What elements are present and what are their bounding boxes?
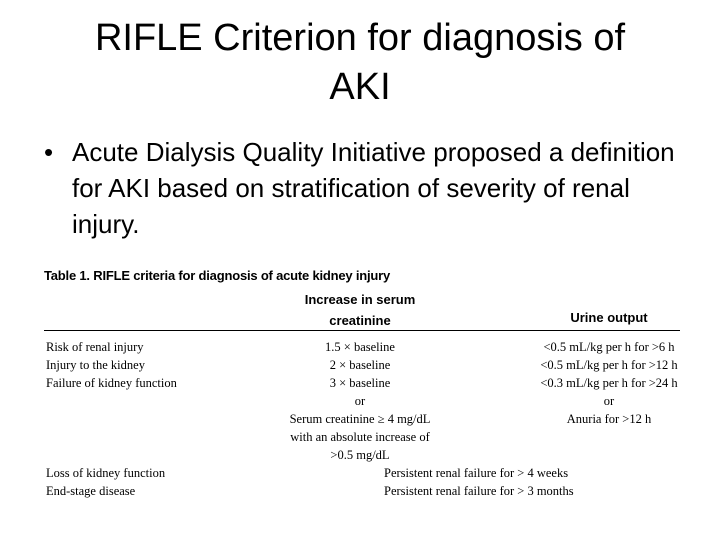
- urine-injury: <0.5 mL/kg per h for >12 h: [540, 358, 678, 372]
- creatinine-injury: 2 × baseline: [329, 358, 391, 372]
- urine-risk: <0.5 mL/kg per h for >6 h: [543, 340, 675, 354]
- criterion-risk: Risk of renal injury: [46, 340, 144, 354]
- header-creatinine: [280, 289, 440, 331]
- table-caption: Table 1. RIFLE criteria for diagnosis of acute kidney injury: [44, 268, 391, 283]
- creatinine-failure: 3 × baseline: [329, 376, 391, 390]
- creatinine-or: or: [354, 394, 366, 408]
- urine-anuria: Anuria for >12 h: [566, 412, 652, 426]
- slide-title-line-2: AKI: [329, 66, 391, 108]
- loss-value: Persistent renal failure for > 4 weeks: [384, 466, 569, 480]
- header-urine-output: Urine output: [570, 310, 648, 325]
- header-creatinine-line-1: Increase in serum: [304, 292, 416, 307]
- criterion-injury: Injury to the kidney: [46, 358, 145, 372]
- creatinine-threshold-line-1: Serum creatinine ≥ 4 mg/dL: [289, 412, 431, 426]
- bullet-item: [44, 134, 694, 242]
- urine-failure: <0.3 mL/kg per h for >24 h: [540, 376, 678, 390]
- creatinine-risk: 1.5 × baseline: [325, 340, 395, 354]
- header-rule: [44, 330, 680, 331]
- slide-title-line-1: RIFLE Criterion for diagnosis of: [94, 17, 626, 59]
- creatinine-threshold-line-2: with an absolute increase of: [290, 430, 430, 444]
- criterion-failure: Failure of kidney function: [46, 376, 177, 390]
- criterion-loss: Loss of kidney function: [46, 466, 166, 480]
- header-creatinine-line-2: creatinine: [329, 313, 391, 328]
- slide-title: [0, 14, 720, 112]
- criterion-esrd: End-stage disease: [46, 484, 136, 498]
- creatinine-threshold-line-3: >0.5 mg/dL: [330, 448, 390, 462]
- bullet-mark: •: [44, 137, 54, 167]
- bullet-text: Acute Dialysis Quality Initiative proposed a definition for AKI based on stratification of severity of renal injury.: [72, 137, 675, 239]
- esrd-value: Persistent renal failure for > 3 months: [384, 484, 574, 498]
- urine-or: or: [603, 394, 615, 408]
